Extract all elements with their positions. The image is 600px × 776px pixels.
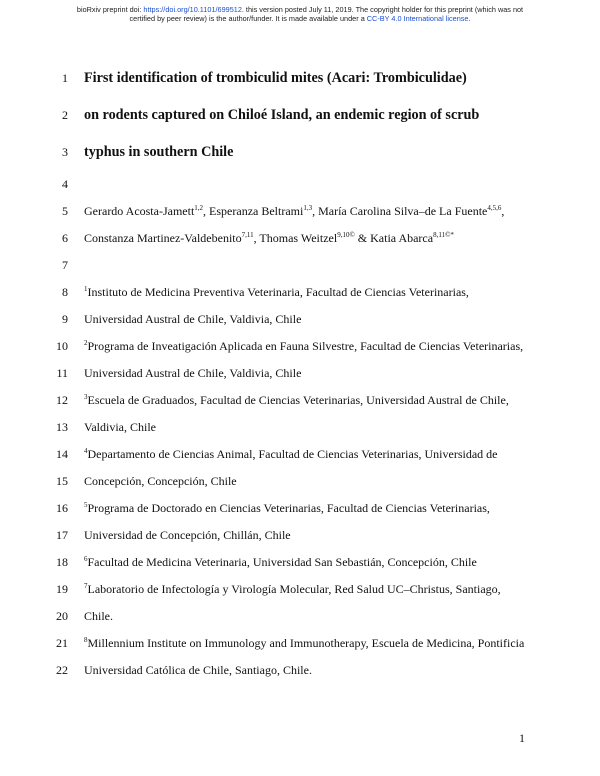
title-line: typhus in southern Chile [84,144,234,160]
line-number: 16 [56,501,68,515]
manuscript-line [0,106,600,124]
doi-link[interactable]: https://doi.org/10.1101/699512 [143,5,242,14]
manuscript-line [0,143,600,161]
line-number: 2 [62,108,68,122]
manuscript-line [0,526,600,544]
license-link[interactable]: CC-BY 4.0 International license [366,14,469,23]
manuscript-line [0,634,600,652]
affiliation: $^7$Laboratorio de Infectología y Virología Molecular, Red Salud UC–Christus, Santiago, [84,582,501,596]
line-number: 14 [56,447,68,461]
line-number: 21 [56,636,68,650]
title-line: First identification of trombiculid mites (Acari: Trombiculidae) [84,70,467,86]
manuscript-line [0,175,600,193]
line-text: Universidad Católica de Chile, Santiago, Chile. [84,663,312,677]
line-number: 12 [56,393,68,407]
line-text: Chile. [84,609,113,623]
manuscript-line [0,445,600,463]
manuscript-line [0,553,600,571]
manuscript-line [0,607,600,625]
affiliation: $^2$Programa de Inveatigación Aplicada en Fauna Silvestre, Facultad de Ciencias Veterinarias, [84,339,524,353]
affiliation: $^3$Escuela de Graduados, Facultad de Ciencias Veterinarias, Universidad Austral de Chile, [84,393,509,407]
manuscript-line [0,337,600,355]
line-text: Universidad Austral de Chile, Valdivia, Chile [84,366,302,380]
line-number: 17 [56,528,68,542]
banner-line-1: bioRxiv preprint doi: https://doi.org/10.1101/699512. this version posted July 11, 2019. The copyright holder for this preprint (which was not [76,5,524,14]
manuscript-line [0,283,600,301]
manuscript-line [0,229,600,247]
manuscript-line [0,310,600,328]
line-number: 1 [62,71,68,85]
manuscript-line [0,69,600,87]
manuscript-line [0,499,600,517]
line-number: 4 [62,177,68,191]
line-text: Universidad de Concepción, Chillán, Chile [84,528,291,542]
preprint-banner [40,5,560,23]
author-list: Gerardo Acosta-Jamett$^{1,2}$, Esperanza Beltrami$^{1,3}$, María Carolina Silva–de La Fuente$^{4,5,6}$, [84,204,505,218]
line-number: 19 [56,582,68,596]
manuscript-line [0,661,600,679]
affiliation: $^6$Facultad de Medicina Veterinaria, Universidad San Sebastián, Concepción, Chile [84,555,477,569]
line-text: Universidad Austral de Chile, Valdivia, Chile [84,312,302,326]
line-number: 7 [62,258,68,272]
line-number: 11 [56,366,68,380]
affiliation: $^1$Instituto de Medicina Preventiva Veterinaria, Facultad de Ciencias Veterinarias, [84,285,469,299]
line-number: 10 [56,339,68,353]
manuscript-line [0,256,600,274]
line-number: 6 [62,231,68,245]
line-number: 22 [56,663,68,677]
line-number: 8 [62,285,68,299]
line-number: 20 [56,609,68,623]
banner-line-2: certified by peer review) is the author/funder. It is made available under a CC-BY 4.0 International license. [129,14,471,23]
manuscript-line [0,391,600,409]
affiliation: $^8$Millennium Institute on Immunology and Immunotherapy, Escuela de Medicina, Pontificia [84,636,525,650]
manuscript-line [0,418,600,436]
line-number: 18 [56,555,68,569]
line-number: 3 [62,145,68,159]
line-number: 5 [62,204,68,218]
author-list: Constanza Martinez-Valdebenito$^{7,11}$, Thomas Weitzel$^{9,10©}$ & Katia Abarca$^{8,11©*}$ [84,231,454,245]
line-text: Valdivia, Chile [84,420,156,434]
line-number: 15 [56,474,68,488]
line-number: 9 [62,312,68,326]
line-number: 13 [56,420,68,434]
title-line: on rodents captured on Chiloé Island, an endemic region of scrub [84,107,480,123]
manuscript-line [0,580,600,598]
manuscript-line [0,202,600,220]
line-text: Concepción, Concepción, Chile [84,474,237,488]
manuscript-line [0,364,600,382]
manuscript-line [0,472,600,490]
affiliation: $^4$Departamento de Ciencias Animal, Facultad de Ciencias Veterinarias, Universidad de [84,447,498,461]
page-number: 1 [519,731,525,745]
affiliation: $^5$Programa de Doctorado en Ciencias Veterinarias, Facultad de Ciencias Veterinarias, [84,501,490,515]
